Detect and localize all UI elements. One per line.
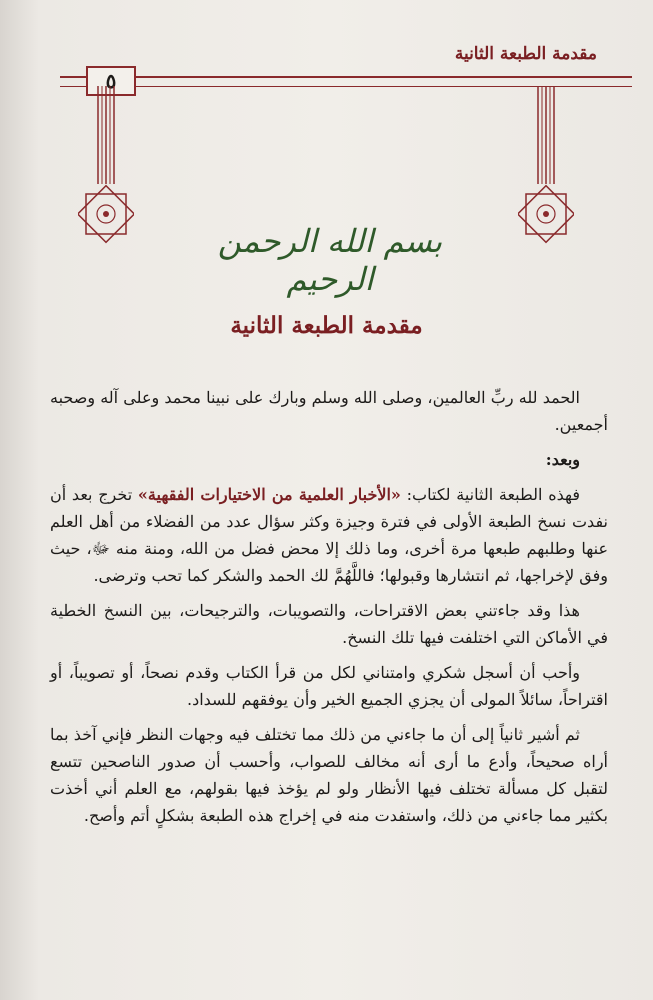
edition-paragraph <box>50 481 608 589</box>
opening-paragraph: الحمد لله ربِّ العالمين، وصلى الله وسلم وبارك على نبينا محمد وعلى آله وصحبه أجمعين. <box>50 388 608 434</box>
suggestions-paragraph: هذا وقد جاءتني بعض الاقتراحات، والتصويبات، والترجيحات، بين النسخ الخطية في الأماكن التي اختلفت فيها تلك النسخ. <box>50 601 608 647</box>
wabad-line: وبعد: <box>545 450 580 469</box>
edition-lead: فهذه الطبعة الثانية لكتاب: <box>400 485 580 504</box>
closing-paragraph: ثم أشير ثانياً إلى أن ما جاءني من ذلك مما تختلف فيه وجهات النظر فإني آخذ بما أراه صحيحاً، وأدع ما أرى أنه مخالف للصواب، وأحسب أن صدور الناصحين تتسع لتقبل كل مسألة تختلف فيها الأنظار ولو لم يؤخذ فيها بقولهم، مع العلم أني أخذت بكثير مما جاءني من ذلك، واستفدت منه في إخراج هذه الطبعة بشكلٍ أتم وأصح. <box>50 725 608 825</box>
thanks-paragraph: وأحب أن أسجل شكري وامتناني لكل من قرأ الكتاب وقدم نصحاً، أو تصويباً، أو اقتراحاً، سائلاً المولى أن يجزي الجميع الخير وأن يوفقهم للسداد. <box>50 663 608 709</box>
book-title: «الأخبار العلمية من الاختيارات الفقهية» <box>137 485 401 504</box>
basmala-calligraphy: بسم الله الرحمن الرحيم <box>217 222 443 298</box>
body-text <box>50 384 608 837</box>
page-number: ٥ <box>86 66 136 96</box>
chapter-title: مقدمة الطبعة الثانية <box>230 312 423 339</box>
running-head: مقدمة الطبعة الثانية <box>454 44 597 64</box>
edition-rest: تخرج بعد أن نفدت نسخ الطبعة الأولى في فترة وجيزة وكثر سؤال عدد من الفضلاء من أهل العلم عنها وطلبهم طبعها مرة أخرى، وما ذلك إلا محض فضل من الله، ومنة منه ﷻ، حيث وفق لإخراجها، ثم انتشارها وقبولها؛ فاللَّهُمَّ لك الحمد والشكر كما تحب وترضى. <box>50 485 608 585</box>
left-star-ornament-icon <box>78 86 134 246</box>
right-star-ornament-icon <box>518 86 574 246</box>
